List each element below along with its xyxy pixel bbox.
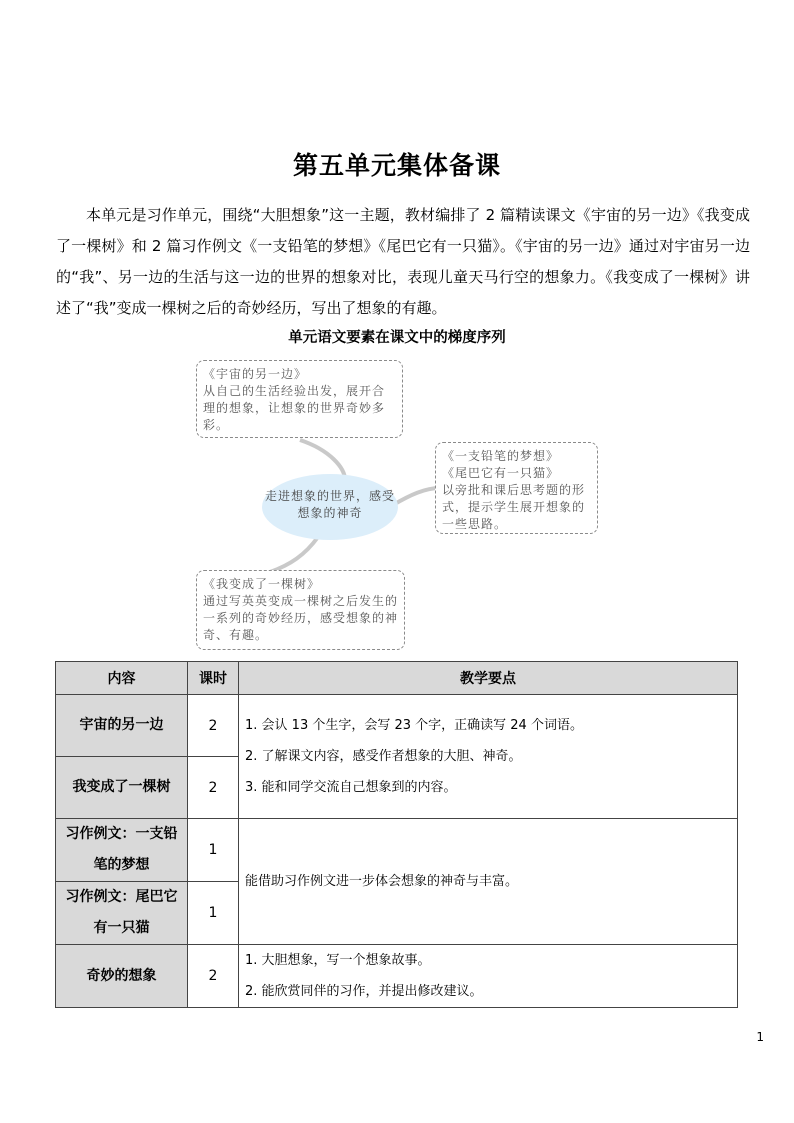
box-title-1: 《一支铅笔的梦想》 [442,449,560,463]
box-text: 从自己的生活经验出发，展开合理的想象，让想象的世界奇妙多彩。 [203,384,386,432]
table-row [56,695,738,757]
box-text: 以旁批和课后思考题的形式，提示学生展开想象的一些思路。 [442,483,586,531]
row-hours: 2 [188,757,239,819]
row-name: 我变成了一棵树 [56,757,188,819]
page-title: 第五单元集体备课 [292,151,501,180]
row-hours: 2 [188,695,239,757]
mindmap-center: 走进想象的世界，感受想象的神奇 [262,474,398,540]
point-item: 能借助习作例文进一步体会想象的神奇与丰富。 [245,874,519,889]
lesson-plan-table [55,661,738,1008]
row-hours: 2 [188,945,239,1008]
points-cell [239,819,738,945]
mindmap-box-tree [196,570,405,650]
page-number: 1 [756,1030,764,1044]
row-name: 习作例文：尾巴它有一只猫 [56,882,188,945]
row-name: 宇宙的另一边 [56,695,188,757]
section-subtitle: 单元语文要素在课文中的梯度序列 [288,330,506,346]
points-cell [239,945,738,1008]
row-name: 奇妙的想象 [56,945,188,1008]
header-hours: 课时 [188,662,239,695]
row-name: 习作例文：一支铅笔的梦想 [56,819,188,882]
table-row [56,819,738,882]
table-header-row [56,662,738,695]
mindmap-box-universe [196,360,403,438]
box-title: 《宇宙的另一边》 [203,367,308,381]
box-title: 《我变成了一棵树》 [203,577,321,591]
mindmap-box-examples [435,442,598,534]
row-hours: 1 [188,882,239,945]
points-cell [239,695,738,819]
connector-right [393,488,440,505]
header-points: 教学要点 [239,662,738,695]
header-content: 内容 [56,662,188,695]
box-title-2: 《尾巴它有一只猫》 [442,466,560,480]
box-text: 通过写英英变成一棵树之后发生的一系列的奇妙经历，感受想象的神奇、有趣。 [203,594,399,642]
connector-bottom [270,537,318,572]
table-row [56,945,738,1008]
point-item: 2. 能欣赏同伴的习作，并提出修改建议。 [245,984,483,999]
row-hours: 1 [188,819,239,882]
point-item: 3. 能和同学交流自己想象到的内容。 [245,780,457,795]
point-item: 2. 了解课文内容，感受作者想象的大胆、神奇。 [245,749,522,764]
point-item: 1. 大胆想象，写一个想象故事。 [245,953,431,968]
intro-paragraph: 本单元是习作单元，围绕“大胆想象”这一主题，教材编排了 2 篇精读课文《宇宙的另一边》《我变成了一棵树》和 2 篇习作例文《一支铅笔的梦想》《尾巴它有一只猫》。《宇宙的另一边》通过对宇宙另一边的“我”、另一边的生活与这一边的世界的想象对比，表现儿童天马行空的想象力。《我变成了一棵树》讲述了“我”变成一棵树之后的奇妙经历，写出了想象的有趣。 [56,206,750,317]
point-item: 1. 会认 13 个生字，会写 23 个字，正确读写 24 个词语。 [245,718,583,733]
